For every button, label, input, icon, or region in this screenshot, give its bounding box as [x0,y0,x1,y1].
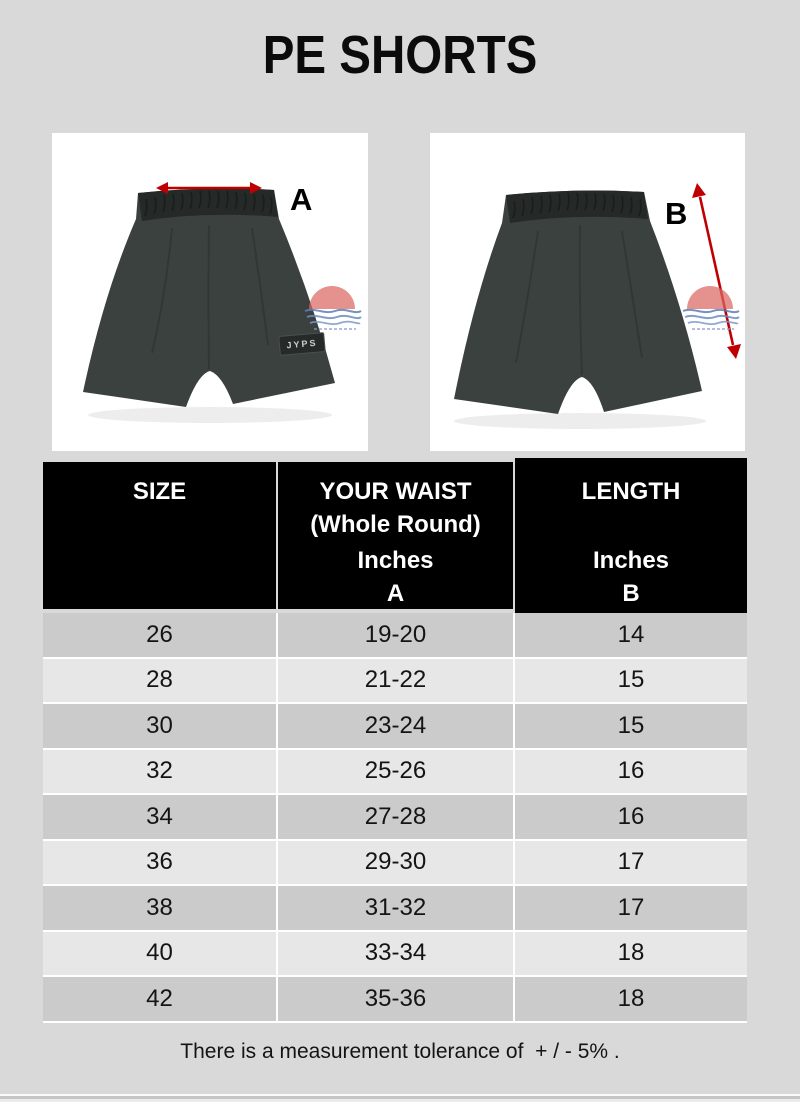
cell-waist: 23-24 [278,704,513,748]
brand-patch: JYPS [278,332,326,356]
cell-length: 16 [515,795,747,839]
cell-size: 38 [43,886,276,930]
size-chart-table [43,458,747,1023]
cell-length: 15 [515,704,747,748]
measure-label-a: A [290,182,313,217]
tolerance-note: There is a measurement tolerance of + / - 5% . [180,1040,620,1063]
shorts-front-image [52,133,368,451]
brand-watermark-icon [302,281,364,333]
header-cell-length: LENGTH Inches B [515,458,747,613]
table-row [43,886,747,932]
cell-length: 17 [515,886,747,930]
header-cell-waist: YOUR WAIST (Whole Round) Inches A [278,462,513,609]
table-row [43,932,747,978]
table-row [43,750,747,796]
cell-size: 36 [43,841,276,885]
cell-waist: 31-32 [278,886,513,930]
cell-waist: 29-30 [278,841,513,885]
cell-length: 18 [515,932,747,976]
table-row [43,659,747,705]
cell-length: 14 [515,613,747,657]
measure-label-b: B [665,196,688,231]
cell-waist: 27-28 [278,795,513,839]
table-row [43,704,747,750]
page-title: PE SHORTS [262,25,538,85]
cell-size: 40 [43,932,276,976]
cell-length: 18 [515,977,747,1021]
cell-size: 26 [43,613,276,657]
cell-size: 34 [43,795,276,839]
cell-waist: 21-22 [278,659,513,703]
size-chart-rows [43,613,747,1023]
cell-waist: 25-26 [278,750,513,794]
cell-length: 16 [515,750,747,794]
cell-waist: 19-20 [278,613,513,657]
cell-size: 42 [43,977,276,1021]
cell-length: 15 [515,659,747,703]
table-row [43,613,747,659]
brand-watermark-icon [680,281,742,333]
table-row [43,977,747,1023]
header-cell-size [43,462,276,609]
table-header [43,458,747,613]
cell-size: 28 [43,659,276,703]
cell-size: 32 [43,750,276,794]
table-row [43,795,747,841]
cell-size: 30 [43,704,276,748]
header-size-label: SIZE [132,478,187,505]
cell-waist: 33-34 [278,932,513,976]
cell-waist: 35-36 [278,977,513,1021]
shorts-back-image [430,133,745,451]
table-row [43,841,747,887]
cell-length: 17 [515,841,747,885]
